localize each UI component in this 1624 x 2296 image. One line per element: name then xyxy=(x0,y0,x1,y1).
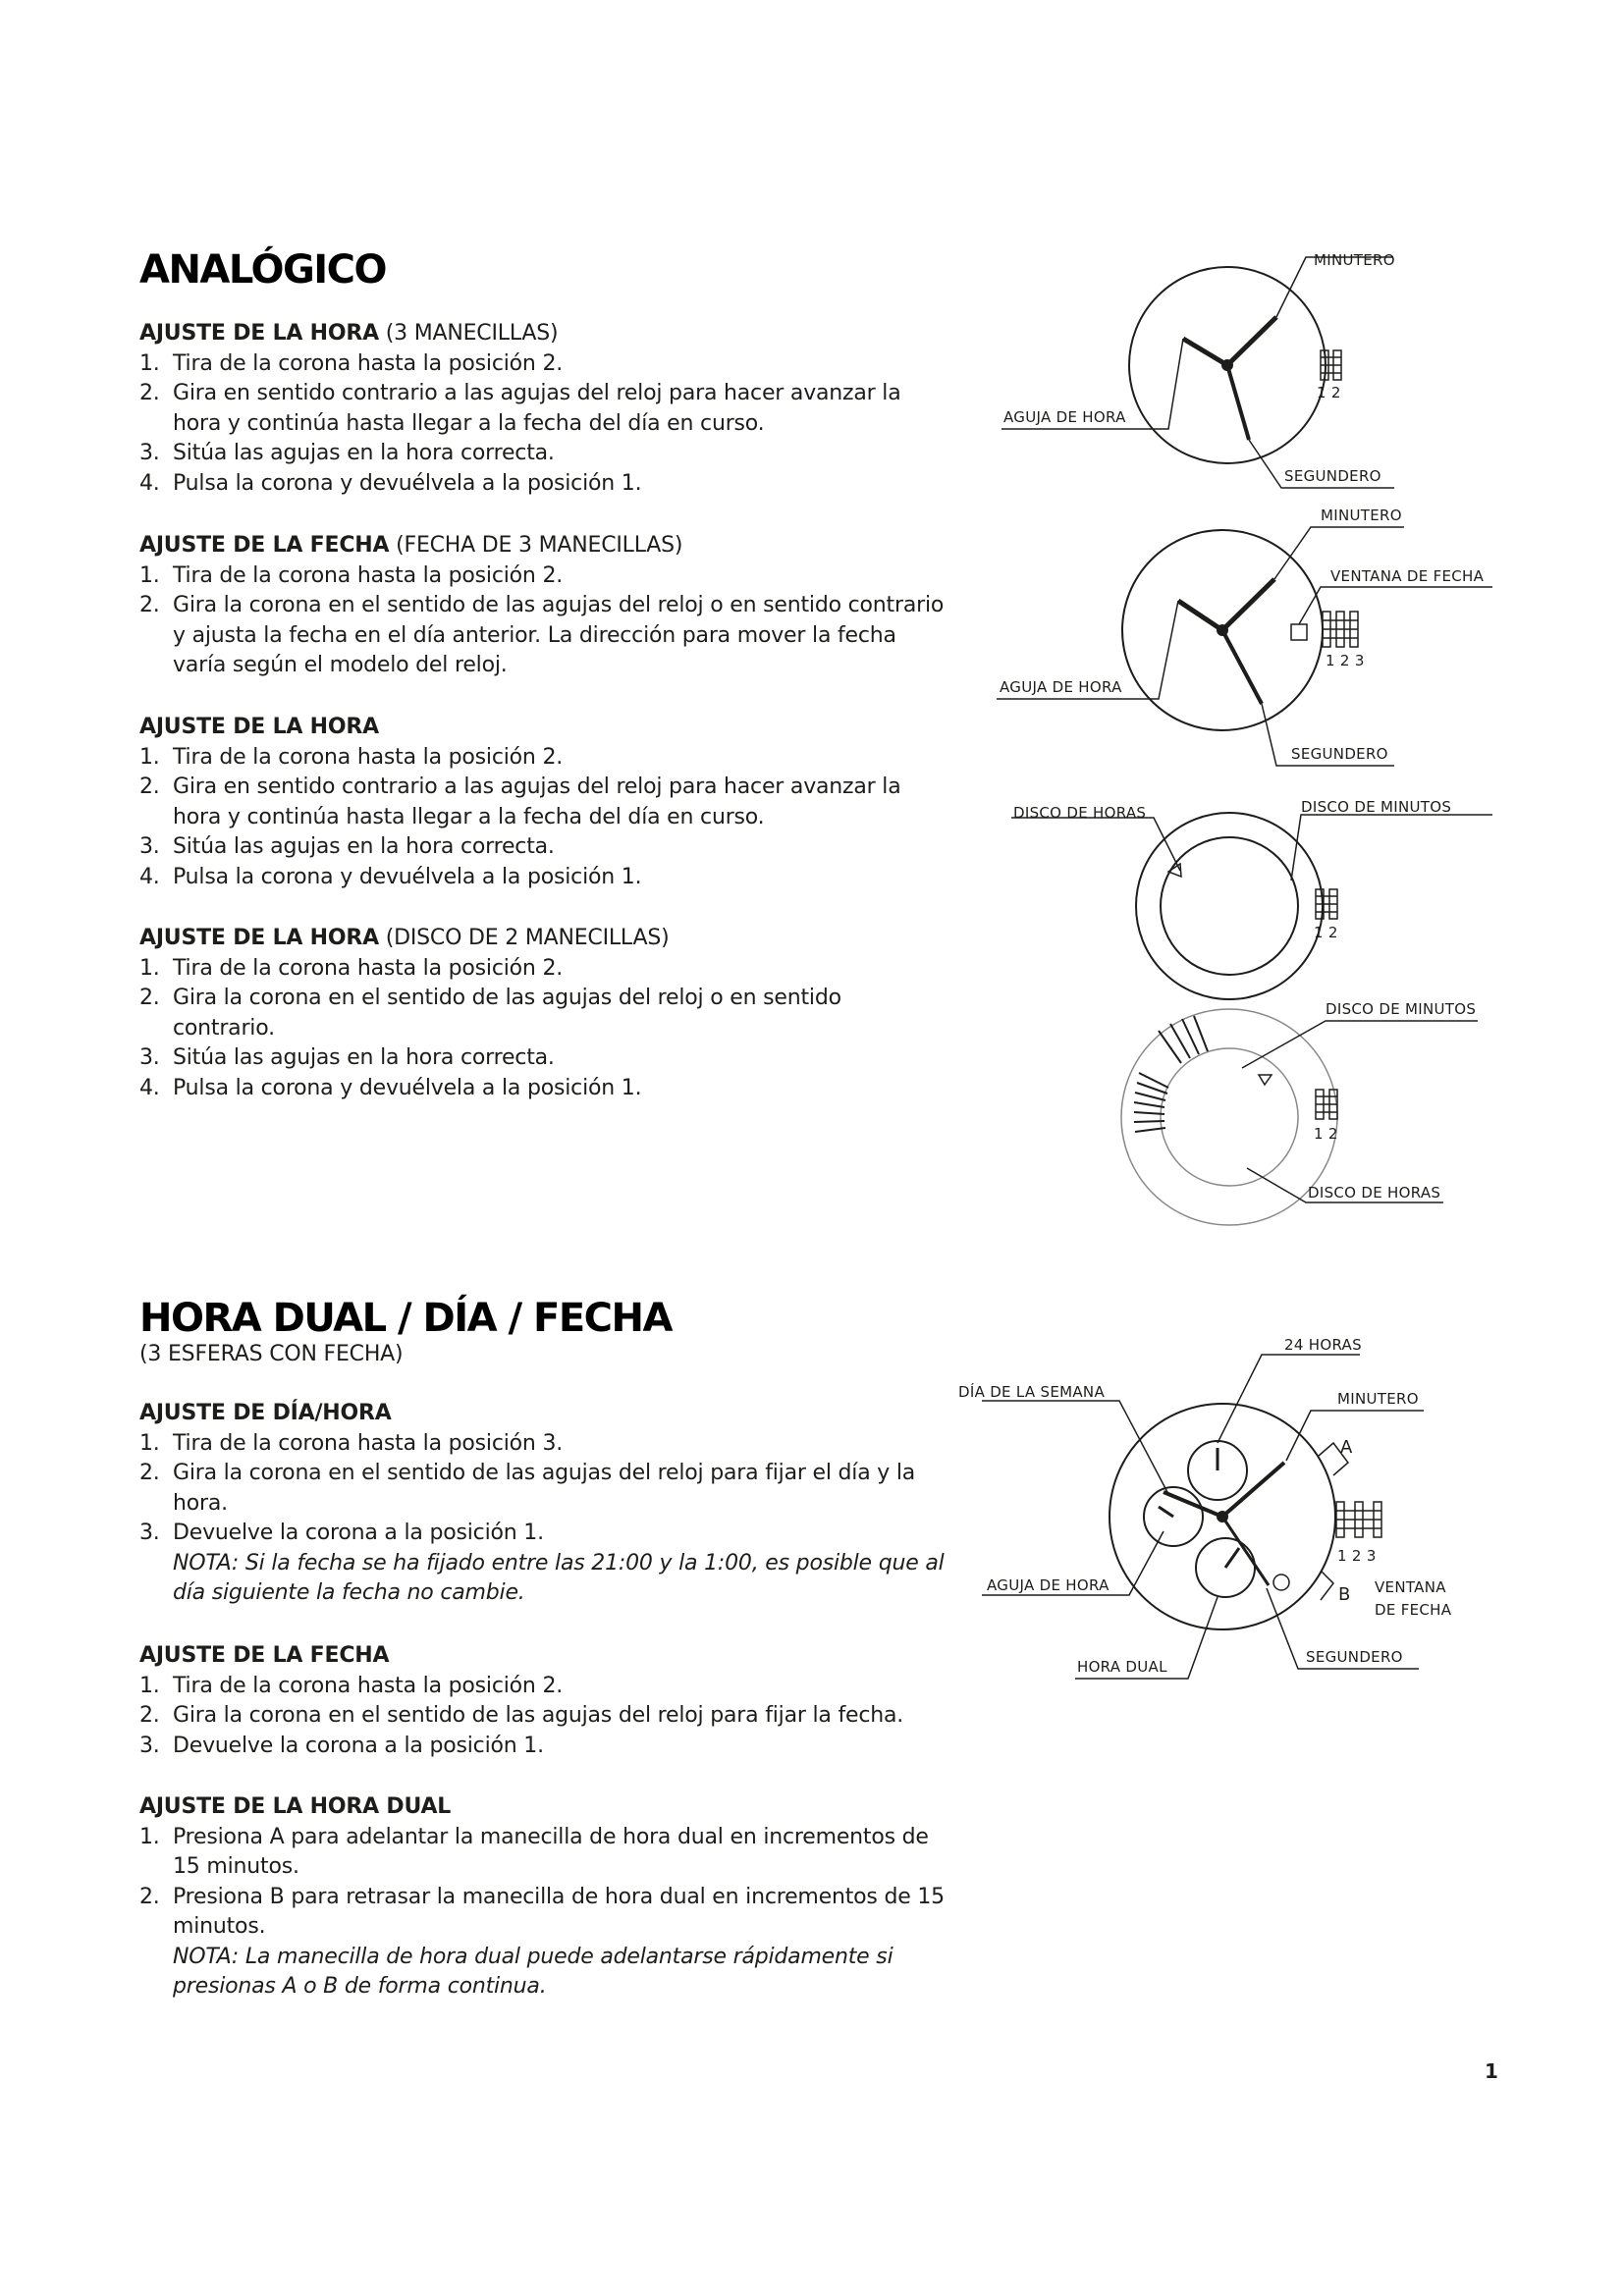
leader-line xyxy=(982,1401,1168,1494)
list-item: 1. Tira de la corona hasta la posición 2. xyxy=(139,744,564,770)
second-hand xyxy=(1222,1517,1269,1585)
list-item: 2. Gira en sentido contrario a las agujas del reloj para hacer avanzar la hora y continúa hasta llegar a la fecha del día en curso. xyxy=(139,774,901,829)
list-item: 2. Gira en sentido contrario a las agujas del reloj para hacer avanzar la hora y continúa hasta llegar a la fecha del día en curso. xyxy=(139,381,901,436)
block-heading: AJUSTE DE DÍA/HORA xyxy=(139,1401,392,1425)
label-hours-disc: DISCO DE HORAS xyxy=(1308,1184,1441,1201)
label-date-window: VENTANA DE FECHA xyxy=(1330,567,1485,585)
pusher-b-icon xyxy=(1321,1571,1333,1600)
page-number: 1 xyxy=(1485,2059,1498,2083)
label-crown-positions: 1 2 3 xyxy=(1326,652,1365,669)
minutes-disc xyxy=(1161,1048,1298,1186)
date-window xyxy=(1291,624,1307,640)
diagram-three-hands xyxy=(1001,257,1394,488)
list-item: 4. Pulsa la corona y devuélvela a la posición 1. xyxy=(139,864,642,889)
block-heading: AJUSTE DE LA HORA (DISCO DE 2 MANECILLAS) xyxy=(139,926,670,950)
diagram-date-window xyxy=(997,527,1492,766)
label-24-hours: 24 HORAS xyxy=(1284,1336,1362,1354)
list-item: 1. Tira de la corona hasta la posición 2. xyxy=(139,562,564,588)
list-item: 1. Tira de la corona hasta la posición 3. xyxy=(139,1430,564,1456)
label-minutes-disc: DISCO DE MINUTOS xyxy=(1326,1000,1477,1018)
label-second-hand: SEGUNDERO xyxy=(1291,745,1388,763)
label-minute-hand: MINUTERO xyxy=(1314,251,1395,269)
block-heading: AJUSTE DE LA HORA xyxy=(139,715,379,739)
date-window xyxy=(1273,1575,1289,1590)
list-item: 4. Pulsa la corona y devuélvela a la posición 1. xyxy=(139,1075,642,1100)
list-item: 1. Presiona A para adelantar la manecilla de hora dual en incrementos de 15 minutos. xyxy=(139,1824,929,1879)
section-title-dual: HORA DUAL / DÍA / FECHA xyxy=(139,1296,672,1341)
hour-hand xyxy=(1178,601,1222,630)
label-hour-hand: AGUJA DE HORA xyxy=(1000,678,1122,696)
block-heading: AJUSTE DE LA HORA DUAL xyxy=(139,1794,452,1819)
minutes-disc xyxy=(1161,837,1298,975)
leader-line xyxy=(1299,587,1492,624)
leader-line xyxy=(1011,818,1180,871)
minute-hand xyxy=(1227,317,1276,365)
label-crown-positions: 1 2 3 xyxy=(1337,1547,1377,1565)
list-item: 3. Sitúa las agujas en la hora correcta. xyxy=(139,834,555,859)
note-text: NOTA: Si la fecha se ha fijado entre las 21:00 y la 1:00, es posible que al día siguiente la fecha no cambie. xyxy=(173,1550,945,1605)
hour-marker-ticks xyxy=(1134,1016,1208,1132)
hour-hand xyxy=(1183,339,1227,365)
list-item: 4. Pulsa la corona y devuélvela a la posición 1. xyxy=(139,470,642,496)
list-item: 2. Presiona B para retrasar la manecilla de hora dual en incrementos de 15 minutos. NOTA: La manecilla de hora dual puede adelantarse rápidamente si presionas A o B de forma continua. xyxy=(139,1883,945,2002)
label-crown-positions: 1 2 xyxy=(1317,384,1341,401)
section-title-analog: ANALÓGICO xyxy=(139,247,387,293)
label-date-window: DE FECHA xyxy=(1375,1601,1452,1619)
block-heading: AJUSTE DE LA FECHA (FECHA DE 3 MANECILLAS) xyxy=(139,533,683,558)
label-pusher-a: A xyxy=(1340,1437,1353,1458)
crown-position-bars xyxy=(1316,889,1337,919)
label-weekday: DÍA DE LA SEMANA xyxy=(958,1383,1106,1401)
hours-disc xyxy=(1121,1009,1337,1225)
crown-position-bars xyxy=(1336,1502,1381,1537)
leader-line xyxy=(1286,1411,1424,1461)
label-date-window: VENTANA xyxy=(1375,1578,1446,1596)
label-second-hand: SEGUNDERO xyxy=(1284,467,1381,485)
block-heading: AJUSTE DE LA FECHA xyxy=(139,1643,390,1668)
list-item: 2. Gira la corona en el sentido de las agujas del reloj para fijar el día y la hora. xyxy=(139,1461,916,1516)
hours-disc xyxy=(1136,813,1323,999)
label-minutes-disc: DISCO DE MINUTOS xyxy=(1301,798,1452,816)
label-minute-hand: MINUTERO xyxy=(1337,1390,1419,1408)
list-item: 1. Tira de la corona hasta la posición 2. xyxy=(139,350,564,376)
list-item: 3. Devuelve la corona a la posición 1. NOTA: Si la fecha se ha fijado entre las 21:00 y la 1:00, es posible que al día siguiente la fecha no cambie. xyxy=(139,1519,954,1609)
crown-position-bars xyxy=(1323,612,1358,647)
label-hours-disc: DISCO DE HORAS xyxy=(1013,804,1147,822)
label-crown-positions: 1 2 xyxy=(1314,1125,1338,1143)
list-item: 3. Devuelve la corona a la posición 1. xyxy=(139,1733,544,1758)
list-item: 2. Gira la corona en el sentido de las agujas del reloj para fijar la fecha. xyxy=(139,1703,904,1728)
label-dual-time: HORA DUAL xyxy=(1077,1658,1167,1676)
list-item: 2. Gira la corona en el sentido de las agujas del reloj o en sentido contrario y ajusta la fecha en el día anterior. La dirección para mover la fecha varía según el modelo del reloj. xyxy=(139,593,945,677)
minute-hand xyxy=(1222,579,1274,630)
block-heading: AJUSTE DE LA HORA (3 MANECILLAS) xyxy=(139,321,559,346)
list-item: 3. Sitúa las agujas en la hora correcta. xyxy=(139,1045,555,1070)
note-text: NOTA: La manecilla de hora dual puede adelantarse rápidamente si presionas A o B de forma continua. xyxy=(173,1944,893,1999)
label-minute-hand: MINUTERO xyxy=(1321,507,1402,524)
diagram-disc-dial xyxy=(1011,813,1492,999)
label-hour-hand: AGUJA DE HORA xyxy=(987,1576,1110,1594)
label-hour-hand: AGUJA DE HORA xyxy=(1003,408,1126,426)
label-crown-positions: 1 2 xyxy=(1314,924,1338,941)
label-second-hand: SEGUNDERO xyxy=(1306,1648,1403,1666)
section-subtitle: (3 ESFERAS CON FECHA) xyxy=(139,1342,404,1366)
leader-line xyxy=(1291,815,1492,881)
second-hand xyxy=(1222,630,1262,704)
list-item: 1. Tira de la corona hasta la posición 2. xyxy=(139,955,564,981)
list-item: 2. Gira la corona en el sentido de las agujas del reloj o en sentido contrario. xyxy=(139,986,841,1041)
leader-line xyxy=(1242,1021,1478,1068)
label-pusher-b: B xyxy=(1338,1584,1351,1605)
minute-hand xyxy=(1222,1463,1284,1517)
list-item: 3. Sitúa las agujas en la hora correcta. xyxy=(139,441,555,465)
second-hand xyxy=(1227,365,1249,440)
list-item: 1. Tira de la corona hasta la posición 2. xyxy=(139,1673,564,1698)
pointer-icon xyxy=(1259,1075,1272,1085)
crown-position-bars xyxy=(1321,350,1341,380)
